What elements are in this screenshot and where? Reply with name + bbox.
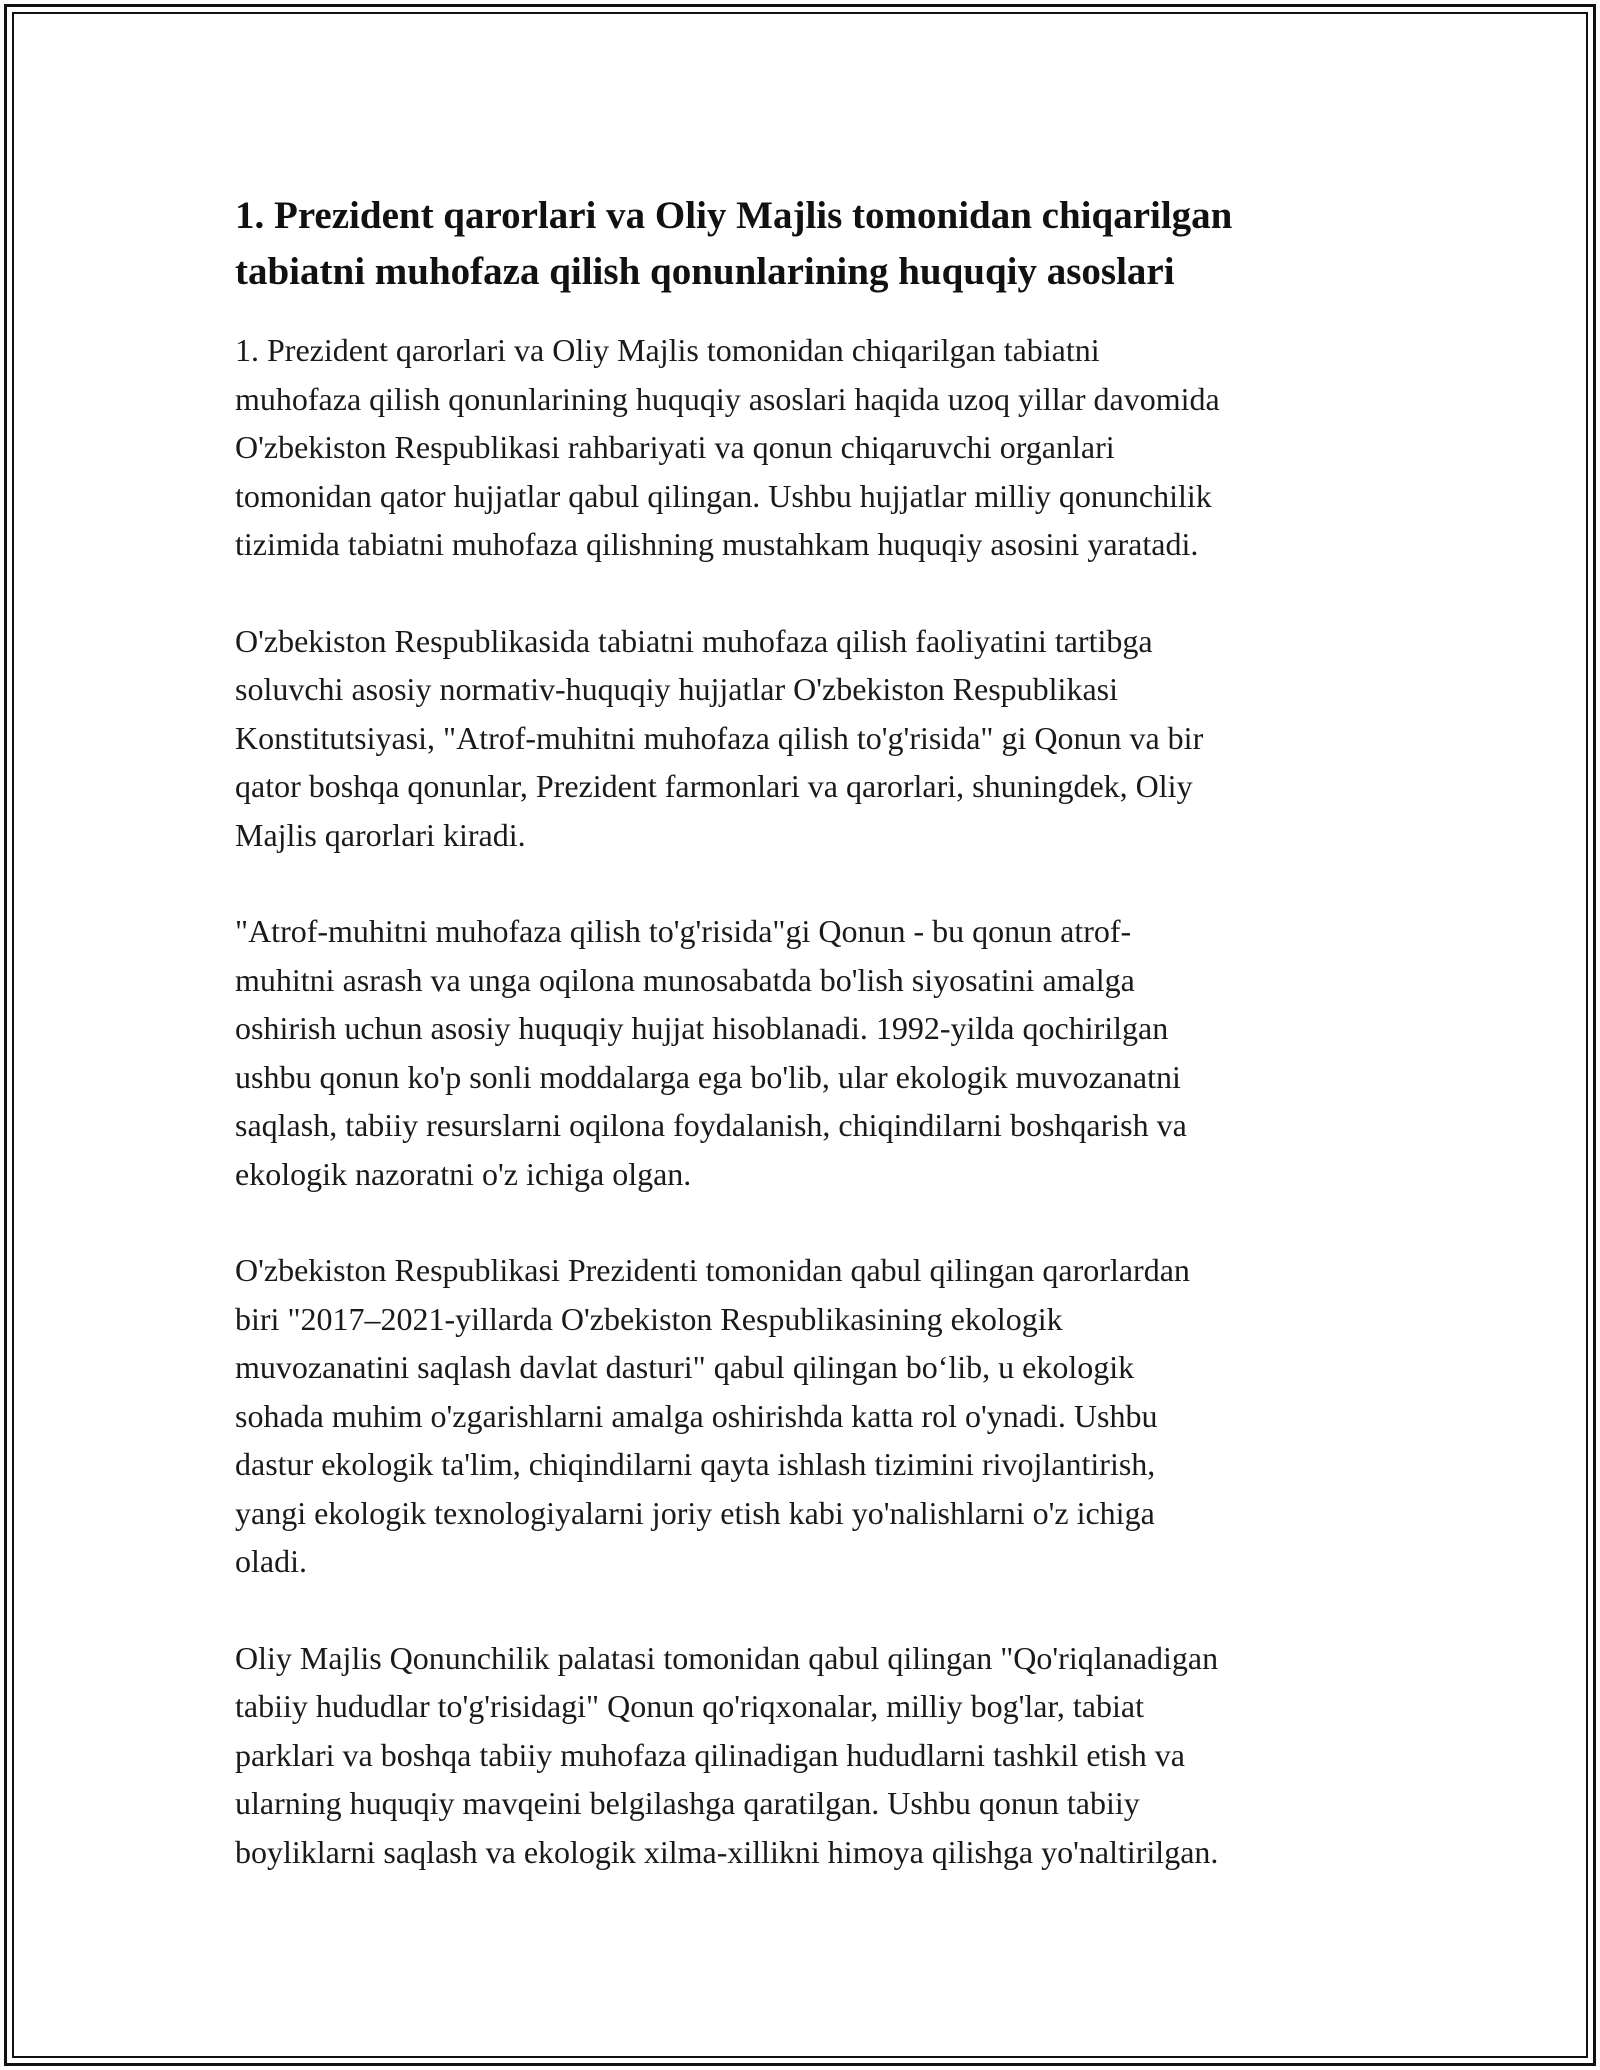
paragraph-3: "Atrof-muhitni muhofaza qilish to'g'risida"gi Qonun - bu qonun atrof- muhitni asrash va unga oqilona munosabatda bo'lish siyosatini amalga oshirish uchun asosiy huquqiy hujjat hisoblanadi. 1992-yilda qochirilgan ushbu qonun ko'p sonli moddalarga ega bo'lib, ular ekologik muvozanatni saqlash, tabiiy resurslarni oqilona foydalanish, chiqindilarni boshqarish va ekologik nazoratni o'z ichiga olgan.: [235, 913, 1187, 1192]
paragraph-5: Oliy Majlis Qonunchilik palatasi tomonidan qabul qilingan "Qo'riqlanadigan tabiiy hududlar to'g'risidagi" Qonun qo'riqxonalar, milliy bog'lar, tabiat parklari va boshqa tabiiy muhofaza qilinadigan hududlarni tashkil etish va ularning huquqiy mavqeini belgilashga qaratilgan. Ushbu qonun tabiiy boyliklarni saqlash va ekologik xilma-xillikni himoya qilishga yo'naltirilgan.: [235, 1639, 1219, 1870]
paragraph-4: O'zbekiston Respublikasi Prezidenti tomonidan qabul qilingan qarorlardan biri "2017–2021-yillarda O'zbekiston Respublikasining ekologik muvozanatini saqlash davlat dasturi" qabul qilingan bo‘lib, u ekologik sohada muhim o'zgarishlarni amalga oshirishda katta rol o'ynadi. Ushbu dastur ekologik ta'lim, chiqindilarni qayta ishlash tizimini rivojlantirish, yangi ekologik texnologiyalarni joriy etish kabi yo'nalishlarni o'z ichiga oladi.: [235, 1252, 1190, 1579]
paragraph-2: O'zbekiston Respublikasida tabiatni muhofaza qilish faoliyatini tartibga soluvchi asosiy normativ-huquqiy hujjatlar O'zbekiston Respublikasi Konstitutsiyasi, "Atrof-muhitni muhofaza qilish to'g'risida" gi Qonun va bir qator boshqa qonunlar, Prezident farmonlari va qarorlari, shuningdek, Oliy Majlis qarorlari kiradi.: [235, 622, 1204, 853]
document-body: [235, 188, 1375, 1924]
document-title: 1. Prezident qarorlari va Oliy Majlis tomonidan chiqarilgan tabiatni muhofaza qilish qonunlarining huquqiy asoslari: [235, 194, 1233, 293]
paragraph-1: 1. Prezident qarorlari va Oliy Majlis tomonidan chiqarilgan tabiatni muhofaza qilish qonunlarining huquqiy asoslari haqida uzoq yillar davomida O'zbekiston Respublikasi rahbariyati va qonun chiqaruvchi organlari tomonidan qator hujjatlar qabul qilingan. Ushbu hujjatlar milliy qonunchilik tizimida tabiatni muhofaza qilishning mustahkam huquqiy asosini yaratadi.: [235, 332, 1220, 562]
